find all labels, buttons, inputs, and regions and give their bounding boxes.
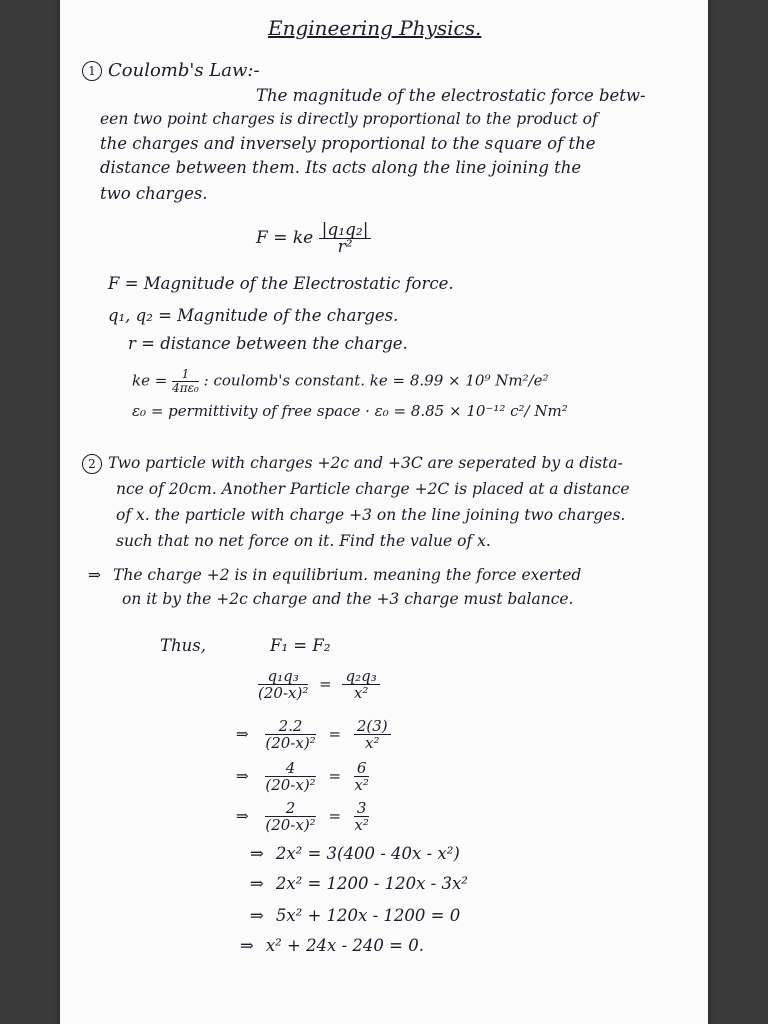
implies-arrow-icon: ⇒	[250, 874, 264, 893]
f1-equals-f2: F₁ = F₂	[270, 636, 331, 655]
eq4-left-num: 2	[265, 800, 315, 817]
thus-label: Thus,	[160, 636, 206, 655]
ke-numerator: 1	[172, 368, 199, 382]
implies-arrow-icon: ⇒	[236, 806, 249, 825]
q1-para-line-4: distance between them. Its acts along the line joining the	[100, 158, 582, 177]
eq2-left-num: 2.2	[265, 718, 315, 735]
eq1-right-num: q₂q₃	[342, 668, 379, 685]
eq-step-7	[250, 906, 460, 925]
eq4-left-den: (20-x)²	[265, 816, 316, 834]
q1-heading	[82, 60, 260, 81]
implies-arrow-icon: ⇒	[236, 766, 249, 785]
eq-step-1: $\frac{\text{q₁q₃}}{\text{(20-x)²}}$ = $\frac{\text{q₂q₃}}{\text{x²}}$	[258, 668, 380, 701]
ke-lhs: ke =	[132, 371, 168, 390]
coulomb-formula	[256, 222, 371, 255]
notebook-page	[60, 0, 708, 1024]
ke-fraction	[172, 368, 199, 395]
eq4-left-fraction	[265, 800, 315, 833]
eq1-left-fraction	[258, 668, 308, 701]
eq-step-5	[250, 844, 460, 863]
q1-heading-text: Coulomb's Law:-	[108, 60, 260, 81]
eq2-left-den: (20-x)²	[265, 734, 316, 752]
implies-arrow-icon: ⇒	[250, 906, 264, 925]
q1-number-circle: 1	[82, 61, 102, 81]
q1-para-line-1: The magnitude of the electrostatic force betw-	[256, 86, 646, 105]
answer-line-2: on it by the +2c charge and the +3 charge must balance.	[122, 590, 574, 608]
ke-rest: : coulomb's constant. ke = 8.99 × 10⁹ Nm²/e²	[203, 371, 549, 390]
eq4-right-den: x²	[354, 816, 369, 834]
ke-denominator: 4πε₀	[172, 381, 199, 395]
eq-step-2: ⇒ $\frac{2.2}{\text{(20-x)²}}$ = $\frac{2(3)}{\text{x²}}$	[236, 718, 391, 751]
eq6-text: 2x² = 1200 - 120x - 3x²	[275, 874, 468, 893]
eq-step-6	[250, 874, 468, 893]
formula-numerator: |q₁q₂|	[319, 222, 372, 239]
eq3-right-fraction	[354, 760, 370, 793]
implies-arrow-icon: ⇒	[250, 844, 264, 863]
eq-step-3: ⇒ $\frac{4}{\text{(20-x)²}}$ = $\frac{6}{\text{x²}}$	[236, 759, 369, 794]
q1-para-line-3: the charges and inversely proportional to the square of the	[100, 134, 596, 153]
eq8-text: x² + 24x - 240 = 0.	[265, 936, 424, 955]
q2-number-circle: 2	[82, 454, 102, 474]
eq-step-4: ⇒ $\frac{2}{\text{(20-x)²}}$ = $\frac{3}{\text{x²}}$	[236, 799, 369, 834]
eq3-right-den: x²	[354, 776, 369, 794]
q1-para-line-5: two charges.	[100, 184, 208, 203]
eq1-right-den: x²	[353, 684, 369, 702]
eq1-right-fraction	[342, 668, 379, 701]
eq1-left-den: (20-x)²	[258, 684, 309, 702]
def-permittivity: ε₀ = permittivity of free space · ε₀ = 8.85 × 10⁻¹² c²/ Nm²	[132, 402, 568, 420]
formula-denominator: r²	[337, 237, 353, 257]
def-distance: r = distance between the charge.	[128, 334, 408, 353]
def-charges: q₁, q₂ = Magnitude of the charges.	[108, 306, 399, 325]
def-coulomb-constant	[132, 368, 549, 395]
page-title: Engineering Physics.	[268, 16, 482, 40]
q2-problem-line-4: such that no net force on it. Find the value of x.	[116, 532, 491, 550]
def-force: F = Magnitude of the Electrostatic force.	[108, 274, 454, 293]
q2-problem-line-3: of x. the particle with charge +3 on the line joining two charges.	[116, 506, 626, 524]
eq1-left-num: q₁q₃	[258, 668, 308, 685]
eq2-left-fraction	[265, 718, 315, 751]
eq4-right-num: 3	[354, 800, 370, 817]
implies-arrow-icon: ⇒	[88, 566, 101, 584]
implies-arrow-icon: ⇒	[240, 936, 254, 955]
eq2-right-fraction	[354, 718, 391, 751]
implies-arrow-icon: ⇒	[236, 724, 249, 743]
eq-step-8	[240, 936, 424, 955]
q2-problem-line-2: nce of 20cm. Another Particle charge +2C is placed at a distance	[116, 480, 630, 498]
eq3-left-fraction	[265, 760, 315, 793]
answer-line-1	[88, 566, 581, 584]
eq3-left-num: 4	[265, 760, 315, 777]
formula-lhs: F = ke	[256, 228, 314, 248]
formula-fraction	[319, 222, 372, 255]
q1-para-line-2: een two point charges is directly proportional to the product of	[100, 110, 598, 128]
eq3-left-den: (20-x)²	[265, 776, 316, 794]
q2-problem-line-1-text: Two particle with charges +2c and +3C are seperated by a dista-	[108, 454, 623, 472]
eq3-right-num: 6	[354, 760, 370, 777]
q2-problem-line-1	[82, 454, 623, 474]
eq2-right-den: x²	[365, 734, 380, 752]
eq5-text: 2x² = 3(400 - 40x - x²)	[275, 844, 460, 863]
eq7-text: 5x² + 120x - 1200 = 0	[275, 906, 461, 925]
answer-line-1-text: The charge +2 is in equilibrium. meaning the force exerted	[113, 566, 582, 584]
eq4-right-fraction	[354, 800, 370, 833]
eq2-right-num: 2(3)	[354, 718, 391, 735]
